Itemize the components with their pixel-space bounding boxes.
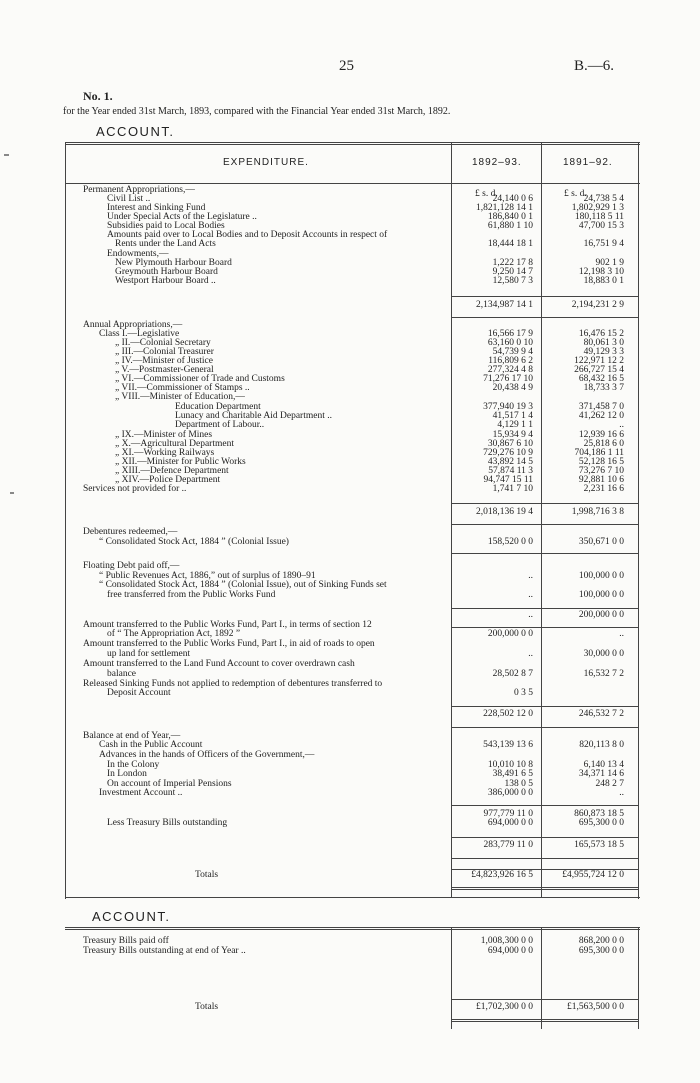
- amount-1891-92: 100,000 0 0: [578, 590, 624, 600]
- amount-1891-92: 30,000 0 0: [583, 649, 624, 659]
- row-label: Totals: [195, 1002, 219, 1012]
- row-label: „ VI.—Commissioner of Trade and Customs: [115, 374, 285, 384]
- row-label: „ X.—Agricultural Department: [115, 439, 234, 449]
- amount-1892-93: 1,821,128 14 1: [476, 203, 533, 213]
- amount-1891-92: 18,733 3 7: [583, 383, 624, 393]
- amount-1892-93: ..: [528, 649, 533, 659]
- row-label: „ IX.—Minister of Mines: [115, 430, 213, 440]
- row-label: Under Special Acts of the Legislature ..: [107, 212, 257, 222]
- row-label: Deposit Account: [107, 688, 171, 698]
- amount-1891-92: 246,532 7 2: [578, 709, 624, 719]
- amount-1892-93: 43,892 14 5: [487, 457, 533, 467]
- amount-1891-92: 1,802,929 1 3: [571, 203, 624, 213]
- amount-1892-93: 1,222 17 8: [492, 258, 533, 268]
- amount-1892-93: 63,160 0 10: [487, 338, 533, 348]
- amount-1892-93: 15,934 9 4: [492, 430, 533, 440]
- amount-1891-92: 200,000 0 0: [578, 610, 624, 620]
- row-label: Advances in the hands of Officers of the Government,—: [99, 750, 315, 760]
- amount-1891-92: ..: [619, 788, 624, 798]
- amount-1892-93: 694,000 0 0: [487, 946, 533, 956]
- row-label: Investment Account ..: [99, 788, 183, 798]
- amount-1891-92: 868,200 0 0: [578, 936, 624, 946]
- row-label: Greymouth Harbour Board: [115, 267, 218, 277]
- amount-1892-93: £1,702,300 0 0: [476, 1002, 533, 1012]
- amount-1891-92: 92,881 10 6: [578, 475, 624, 485]
- amount-1892-93: 228,502 12 0: [483, 709, 533, 719]
- amount-1892-93: 38,491 6 5: [492, 769, 533, 779]
- row-label: Education Department: [175, 402, 261, 412]
- row-label: “ Public Revenues Act, 1886,” out of surplus of 1890–91: [99, 571, 316, 581]
- amount-1892-93: 2,018,136 19 4: [476, 507, 533, 517]
- row-label: free transferred from the Public Works Fund: [107, 590, 276, 600]
- amount-1891-92: 122,971 12 2: [574, 356, 624, 366]
- row-label: Debentures redeemed,—: [83, 527, 178, 537]
- amount-1892-93: 10,010 10 8: [487, 760, 533, 770]
- row-label: Endowments,—: [107, 249, 169, 259]
- amount-1891-92: 902 1 9: [595, 258, 624, 268]
- row-label: Amount transferred to the Public Works Fund, Part I., in terms of section 12: [83, 620, 372, 630]
- statement-subtitle: for the Year ended 31st March, 1893, compared with the Financial Year ended 31st March, 1892.: [63, 106, 451, 117]
- row-label: up land for settlement: [107, 649, 191, 659]
- amount-1891-92: 266,727 15 4: [574, 365, 624, 375]
- row-label: New Plymouth Harbour Board: [115, 258, 232, 268]
- row-label: In London: [107, 769, 147, 779]
- row-label: “ Consolidated Stock Act, 1884 ” (Colonial Issue): [99, 537, 289, 547]
- amount-1892-93: 41,517 1 4: [492, 411, 533, 421]
- amount-1892-93: 116,809 6 2: [488, 356, 533, 366]
- amount-1892-93: 977,779 11 0: [483, 809, 533, 819]
- row-label: Lunacy and Charitable Aid Department ..: [175, 411, 332, 421]
- amount-1891-92: 180,118 5 11: [574, 212, 624, 222]
- amount-1892-93: 9,250 14 7: [492, 267, 533, 277]
- row-label: „ VIII.—Minister of Education,—: [115, 392, 245, 402]
- amount-1892-93: ..: [528, 590, 533, 600]
- row-label: Treasury Bills paid off: [83, 936, 169, 946]
- row-label: Treasury Bills outstanding at end of Year ..: [83, 946, 246, 956]
- amount-1891-92: 47,700 15 3: [578, 221, 624, 231]
- amount-1891-92: 16,476 15 2: [578, 329, 624, 339]
- amount-1891-92: 860,873 18 5: [574, 809, 624, 819]
- row-label: Civil List ..: [107, 194, 151, 204]
- row-label: Westport Harbour Board ..: [115, 276, 216, 286]
- amount-1891-92: 68,432 16 5: [578, 374, 624, 384]
- row-label: „ XIV.—Police Department: [115, 475, 221, 485]
- amount-1892-93: 283,779 11 0: [483, 840, 533, 850]
- row-label: „ III.—Colonial Treasurer: [115, 347, 214, 357]
- row-label: In the Colony: [107, 760, 160, 770]
- amount-1891-92: £4,955,724 12 0: [562, 870, 624, 880]
- statement-number: No. 1.: [83, 89, 113, 103]
- scan-mark: [4, 154, 9, 156]
- amount-1891-92: 695,300 0 0: [578, 818, 624, 828]
- amount-1891-92: ..: [619, 420, 624, 430]
- amount-1891-92: 350,671 0 0: [578, 537, 624, 547]
- amount-1891-92: 41,262 12 0: [578, 411, 624, 421]
- row-label: „ XII.—Minister for Public Works: [115, 457, 246, 467]
- amount-1891-92: 1,998,716 3 8: [571, 507, 624, 517]
- amount-1892-93: 386,000 0 0: [487, 788, 533, 798]
- amount-1891-92: 820,113 8 0: [579, 740, 624, 750]
- row-label: Balance at end of Year,—: [83, 731, 181, 741]
- amount-1892-93: 1,008,300 0 0: [480, 936, 533, 946]
- amount-1891-92: 12,939 16 6: [578, 430, 624, 440]
- amount-1891-92: 100,000 0 0: [578, 571, 624, 581]
- amount-1891-92: 165,573 18 5: [574, 840, 624, 850]
- row-label: „ VII.—Commissioner of Stamps ..: [115, 383, 250, 393]
- row-label: “ Consolidated Stock Act, 1884 ” (Colonial Issue), out of Sinking Funds set: [99, 580, 387, 590]
- row-label: Amount transferred to the Public Works Fund, Part I., in aid of roads to open: [83, 639, 375, 649]
- amount-1892-93: 377,940 19 3: [483, 402, 533, 412]
- amount-1892-93: 200,000 0 0: [487, 629, 533, 639]
- amount-1891-92: 80,061 3 0: [583, 338, 624, 348]
- amount-1891-92: 248 2 7: [595, 779, 624, 789]
- row-label: Less Treasury Bills outstanding: [107, 818, 228, 828]
- amount-1891-92: 49,129 3 3: [583, 347, 624, 357]
- row-label: Totals: [195, 870, 219, 880]
- amount-1892-93: 158,520 0 0: [487, 537, 533, 547]
- amount-1892-93: 54,739 9 4: [492, 347, 533, 357]
- row-label: Amounts paid over to Local Bodies and to Deposit Accounts in respect of: [107, 230, 388, 240]
- amount-1892-93: 694,000 0 0: [487, 818, 533, 828]
- amount-1892-93: 24,140 0 6: [492, 194, 533, 204]
- amount-1891-92: 6,140 13 4: [583, 760, 624, 770]
- amount-1892-93: 57,874 11 3: [488, 466, 533, 476]
- row-label: Cash in the Public Account: [99, 740, 203, 750]
- column-header-1891-92: 1891–92.: [563, 157, 613, 168]
- row-label: Permanent Appropriations,—: [83, 185, 195, 195]
- row-label: Class I.—Legislative: [99, 329, 180, 339]
- amount-1892-93: 28,502 8 7: [492, 669, 533, 679]
- row-label: balance: [107, 669, 137, 679]
- row-label: On account of Imperial Pensions: [107, 779, 232, 789]
- account-heading: ACCOUNT.: [96, 124, 175, 139]
- amount-1892-93: 543,139 13 6: [483, 740, 533, 750]
- amount-1891-92: 52,128 16 5: [578, 457, 624, 467]
- amount-1892-93: ..: [528, 610, 533, 620]
- amount-1892-93: 277,324 4 8: [487, 365, 533, 375]
- amount-1891-92: 12,198 3 10: [578, 267, 624, 277]
- amount-1892-93: 20,438 4 9: [492, 383, 533, 393]
- row-label: Department of Labour..: [175, 420, 265, 430]
- amount-1892-93: ..: [528, 571, 533, 581]
- row-label: „ XIII.—Defence Department: [115, 466, 229, 476]
- amount-1891-92: 34,371 14 6: [578, 769, 624, 779]
- amount-1891-92: 18,883 0 1: [583, 276, 624, 286]
- currency-units-1891-92: £ s. d.: [564, 189, 587, 199]
- amount-1892-93: 61,880 1 10: [487, 221, 533, 231]
- column-header-1892-93: 1892–93.: [472, 157, 522, 168]
- amount-1892-93: 4,129 1 1: [497, 420, 533, 430]
- row-label: „ IV.—Minister of Justice: [115, 356, 213, 366]
- amount-1892-93: 16,566 17 9: [487, 329, 533, 339]
- table-row: [83, 1001, 628, 1013]
- row-label: Annual Appropriations,—: [83, 320, 183, 330]
- page-reference: B.—6.: [574, 58, 615, 74]
- amount-1891-92: 704,186 1 11: [574, 448, 624, 458]
- row-label: „ II.—Colonial Secretary: [115, 338, 211, 348]
- amount-1891-92: ..: [619, 629, 624, 639]
- amount-1892-93: 0 3 5: [514, 688, 533, 698]
- amount-1892-93: 94,747 15 11: [483, 475, 533, 485]
- amount-1892-93: 138 0 5: [504, 779, 533, 789]
- currency-units-1892-93: £ s. d.: [475, 189, 498, 199]
- column-header-expenditure: EXPENDITURE.: [223, 157, 309, 168]
- amount-1891-92: 695,300 0 0: [578, 946, 624, 956]
- amount-1892-93: 12,580 7 3: [492, 276, 533, 286]
- row-label: Subsidies paid to Local Bodies: [107, 221, 225, 231]
- row-label: Rents under the Land Acts: [115, 239, 216, 249]
- row-label: „ XI.—Working Railways: [115, 448, 215, 458]
- account-heading-2: ACCOUNT.: [92, 909, 171, 924]
- scan-mark: [10, 492, 14, 494]
- amount-1892-93: 71,276 17 10: [483, 374, 533, 384]
- row-label: Released Sinking Funds not applied to redemption of debentures transferred to: [83, 679, 383, 689]
- amount-1892-93: 186,840 0 1: [487, 212, 533, 222]
- amount-1891-92: £1,563,500 0 0: [567, 1002, 624, 1012]
- amount-1892-93: 1,741 7 10: [492, 484, 533, 494]
- row-label: Interest and Sinking Fund: [107, 203, 206, 213]
- amount-1891-92: 24,738 5 4: [583, 194, 624, 204]
- amount-1892-93: 18,444 18 1: [487, 239, 533, 249]
- amount-1891-92: 2,231 16 6: [583, 484, 624, 494]
- amount-1891-92: 25,818 6 0: [583, 439, 624, 449]
- row-label: of “ The Appropriation Act, 1892 ”: [107, 629, 241, 639]
- amount-1891-92: 2,194,231 2 9: [571, 300, 624, 310]
- amount-1891-92: 16,751 9 4: [583, 239, 624, 249]
- amount-1892-93: 30,867 6 10: [487, 439, 533, 449]
- amount-1891-92: 73,276 7 10: [578, 466, 624, 476]
- table-row: [83, 945, 628, 957]
- amount-1891-92: 16,532 7 2: [583, 669, 624, 679]
- row-label: Amount transferred to the Land Fund Account to cover overdrawn cash: [83, 659, 355, 669]
- page-number: 25: [339, 58, 354, 74]
- amount-1892-93: 2,134,987 14 1: [476, 300, 533, 310]
- row-label: „ V.—Postmaster-General: [115, 365, 214, 375]
- row-label: Floating Debt paid off,—: [83, 561, 180, 571]
- amount-1891-92: 371,458 7 0: [578, 402, 624, 412]
- row-label: Services not provided for ..: [83, 484, 187, 494]
- amount-1892-93: 729,276 10 9: [483, 448, 533, 458]
- amount-1892-93: £4,823,926 16 5: [471, 870, 533, 880]
